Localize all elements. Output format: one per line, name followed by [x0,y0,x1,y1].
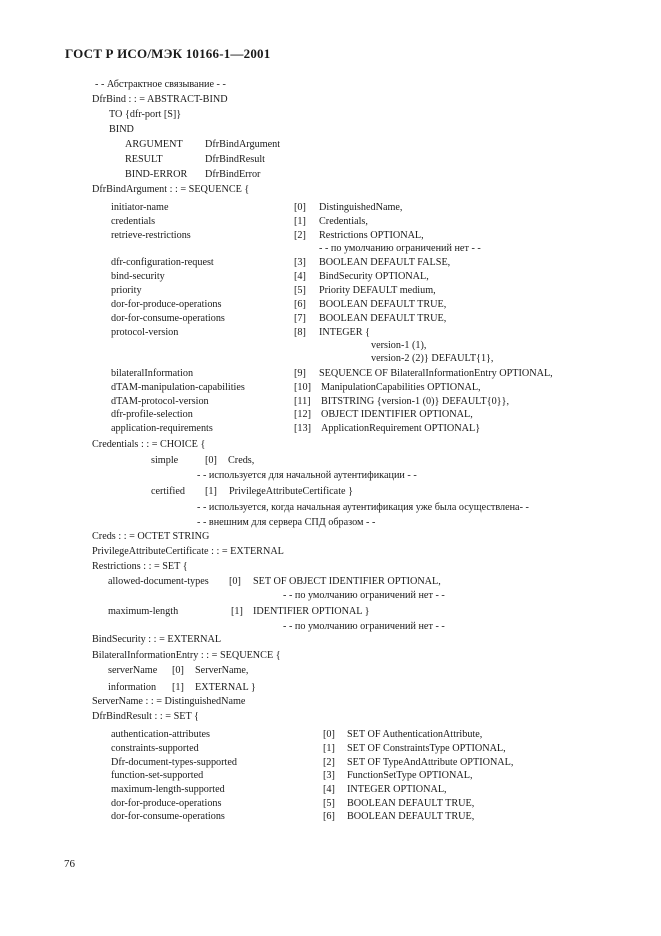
text-line: application-requirements [111,423,213,434]
text-line: DfrBindResult : : = SET { [92,711,199,722]
text-line: BOOLEAN DEFAULT FALSE, [319,257,451,268]
text-line: ServerName, [195,665,249,676]
text-line: EXTERNAL } [195,682,256,693]
text-line: [1] [172,682,184,693]
text-line: authentication-attributes [111,729,211,740]
text-line: SET OF AuthenticationAttribute, [347,729,483,740]
text-line: BilateralInformationEntry : : = SEQUENCE { [92,650,281,661]
text-line: INTEGER { [319,327,371,338]
text-line: SEQUENCE OF BilateralInformationEntry OPTIONAL, [319,368,553,379]
text-line: [6] [294,299,306,310]
text-line: [13] [294,423,311,434]
text-line: SET OF ConstraintsType OPTIONAL, [347,743,506,754]
text-line: ManipulationCapabilities OPTIONAL, [321,382,481,393]
text-line: [11] [294,396,311,407]
text-line: function-set-supported [111,770,204,781]
text-line: [9] [294,368,306,379]
text-line: [8] [294,327,306,338]
text-line: DfrBindArgument : : = SEQUENCE { [92,184,250,195]
text-line: [2] [294,230,306,241]
text-line: credentials [111,216,156,227]
text-line: BOOLEAN DEFAULT TRUE, [319,313,447,324]
text-line: - - по умолчанию ограничений нет - - [283,590,445,601]
text-line: [3] [323,770,335,781]
text-line: DfrBind : : = ABSTRACT-BIND [92,94,228,105]
text-line: ApplicationRequirement OPTIONAL} [321,423,481,434]
text-line: BOOLEAN DEFAULT TRUE, [347,811,475,822]
text-line: dfr-profile-selection [111,409,193,420]
text-line: dTAM-protocol-version [111,396,209,407]
text-line: - - по умолчанию ограничений нет - - [319,243,481,254]
text-line: BindSecurity OPTIONAL, [319,271,429,282]
text-line: RESULT [125,154,163,165]
text-line: DistinguishedName, [319,202,403,213]
text-line: [2] [323,757,335,768]
text-line: BIND-ERROR [125,169,188,180]
text-line: simple [151,455,179,466]
text-line: ARGUMENT [125,139,183,150]
text-line: Credentials : : = CHOICE { [92,439,206,450]
text-line: Dfr-document-types-supported [111,757,237,768]
text-line: OBJECT IDENTIFIER OPTIONAL, [321,409,473,420]
text-line: dor-for-produce-operations [111,299,222,310]
text-line: priority [111,285,142,296]
text-line: - - по умолчанию ограничений нет - - [283,621,445,632]
text-line: SET OF OBJECT IDENTIFIER OPTIONAL, [253,576,441,587]
text-line: [4] [294,271,306,282]
text-line: [0] [172,665,184,676]
text-line: [12] [294,409,311,420]
text-line: Restrictions OPTIONAL, [319,230,424,241]
text-line: [10] [294,382,311,393]
text-line: - - Абстрактное связывание - - [95,79,226,90]
text-line: allowed-document-types [108,576,209,587]
text-line: protocol-version [111,327,179,338]
text-line: maximum-length-supported [111,784,225,795]
text-line: [5] [323,798,335,809]
text-line: version-1 (1), [371,340,427,351]
text-line: DfrBindError [205,169,261,180]
text-line: BOOLEAN DEFAULT TRUE, [319,299,447,310]
text-line: [3] [294,257,306,268]
text-line: initiator-name [111,202,169,213]
text-line: Creds, [228,455,255,466]
text-line: Creds : : = OCTET STRING [92,531,210,542]
text-line: retrieve-restrictions [111,230,191,241]
text-line: DfrBindArgument [205,139,281,150]
text-line: BITSTRING {version-1 (0)} DEFAULT{0}}, [321,396,509,407]
text-line: ServerName : : = DistinguishedName [92,696,246,707]
text-line: FunctionSetType OPTIONAL, [347,770,473,781]
document-header: ГОСТ Р ИСО/МЭК 10166-1—2001 [65,46,271,61]
text-line: Credentials, [319,216,368,227]
text-line: dTAM-manipulation-capabilities [111,382,245,393]
text-line: dfr-configuration-request [111,257,214,268]
text-line: [1] [323,743,335,754]
text-line: DfrBindResult [205,154,265,165]
text-line: - - используется для начальной аутентификации - - [197,470,417,481]
text-line: bilateralInformation [111,368,194,379]
text-line: constraints-supported [111,743,199,754]
text-line: [0] [294,202,306,213]
text-line: PrivilegeAttributeCertificate : : = EXTERNAL [92,546,284,557]
text-line: Restrictions : : = SET { [92,561,188,572]
text-line: [0] [205,455,217,466]
text-line: dor-for-produce-operations [111,798,222,809]
text-line: certified [151,486,185,497]
text-line: [5] [294,285,306,296]
text-line: - - используется, когда начальная аутентификация уже была осуществлена- - [197,502,529,513]
text-line: [0] [323,729,335,740]
text-line: [6] [323,811,335,822]
text-line: [1] [205,486,217,497]
page-number: 76 [64,858,75,870]
text-line: information [108,682,157,693]
text-line: maximum-length [108,606,179,617]
text-line: IDENTIFIER OPTIONAL } [253,606,370,617]
text-line: serverName [108,665,158,676]
text-line: dor-for-consume-operations [111,811,225,822]
text-line: [1] [231,606,243,617]
text-line: SET OF TypeAndAttribute OPTIONAL, [347,757,514,768]
text-line: PrivilegeAttributeCertificate } [229,486,353,497]
text-line: bind-security [111,271,165,282]
text-line: BindSecurity : : = EXTERNAL [92,634,222,645]
text-line: BIND [109,124,134,135]
text-line: TO {dfr-port [S]} [109,109,182,120]
text-line: [4] [323,784,335,795]
text-line: [1] [294,216,306,227]
text-line: BOOLEAN DEFAULT TRUE, [347,798,475,809]
text-line: INTEGER OPTIONAL, [347,784,447,795]
text-line: version-2 (2)} DEFAULT{1}, [371,353,494,364]
text-line: Priority DEFAULT medium, [319,285,436,296]
text-line: [7] [294,313,306,324]
text-line: - - внешним для сервера СПД образом - - [197,517,376,528]
text-line: dor-for-consume-operations [111,313,225,324]
text-line: [0] [229,576,241,587]
